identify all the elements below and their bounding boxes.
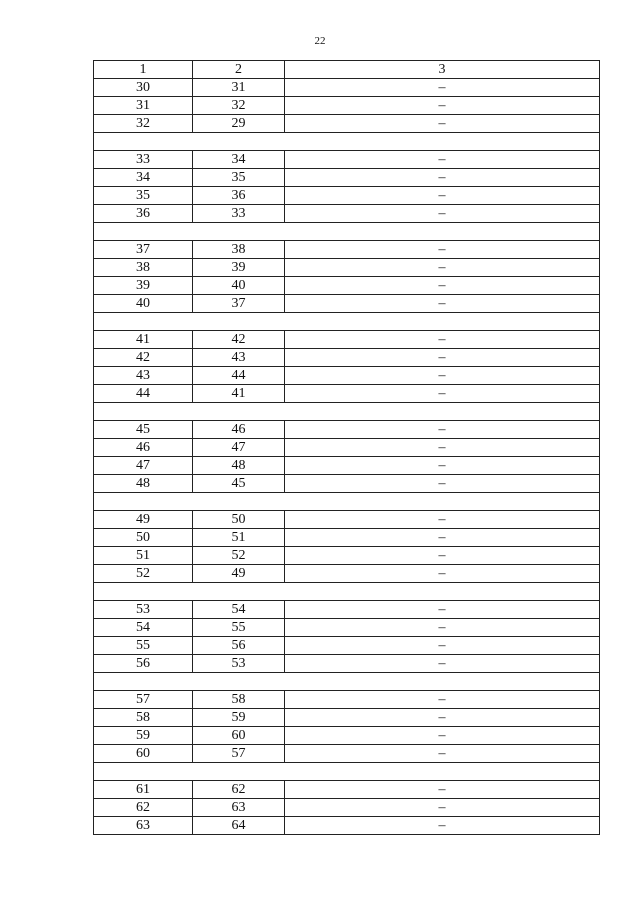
table-cell-col-1: 62: [94, 799, 193, 817]
table-row: [94, 439, 600, 457]
table-cell-col-1: 58: [94, 709, 193, 727]
group-separator-row: [94, 493, 600, 511]
table-cell-col-1: 43: [94, 367, 193, 385]
group-separator-cell: [94, 763, 600, 781]
table-cell-col-2: 36: [193, 187, 285, 205]
group-separator-cell: [94, 403, 600, 421]
table-cell-col-3: –: [285, 655, 600, 673]
table-cell-col-1: 60: [94, 745, 193, 763]
table-row: [94, 727, 600, 745]
table-cell-col-2: 48: [193, 457, 285, 475]
table-cell-col-3: –: [285, 169, 600, 187]
table-cell-col-3: –: [285, 799, 600, 817]
table-row: [94, 331, 600, 349]
table-cell-col-2: 42: [193, 331, 285, 349]
table-row: [94, 187, 600, 205]
table-row: [94, 817, 600, 835]
table-cell-col-2: 31: [193, 79, 285, 97]
group-separator-row: [94, 673, 600, 691]
table-row: [94, 655, 600, 673]
table-cell-col-3: –: [285, 367, 600, 385]
table-cell-col-1: 36: [94, 205, 193, 223]
table-cell-col-1: 32: [94, 115, 193, 133]
table-cell-col-2: 43: [193, 349, 285, 367]
table-cell-col-1: 48: [94, 475, 193, 493]
table-row: [94, 745, 600, 763]
table-cell-col-1: 61: [94, 781, 193, 799]
table-cell-col-2: 57: [193, 745, 285, 763]
table-cell-col-3: –: [285, 457, 600, 475]
table-cell-col-1: 33: [94, 151, 193, 169]
group-separator-cell: [94, 673, 600, 691]
table-cell-col-3: –: [285, 97, 600, 115]
table-cell-col-2: 32: [193, 97, 285, 115]
table-cell-col-1: 30: [94, 79, 193, 97]
table-cell-col-1: 40: [94, 295, 193, 313]
table-row: [94, 259, 600, 277]
table-cell-col-1: 38: [94, 259, 193, 277]
column-header-3: 3: [285, 61, 600, 79]
table-cell-col-1: 50: [94, 529, 193, 547]
table-row: [94, 277, 600, 295]
table-cell-col-3: –: [285, 727, 600, 745]
table-cell-col-2: 38: [193, 241, 285, 259]
table-cell-col-1: 45: [94, 421, 193, 439]
table-row: [94, 691, 600, 709]
group-separator-cell: [94, 133, 600, 151]
table-row: [94, 547, 600, 565]
table-row: [94, 475, 600, 493]
table-cell-col-3: –: [285, 241, 600, 259]
table-row: [94, 799, 600, 817]
page-number: 22: [314, 35, 326, 47]
table-cell-col-1: 42: [94, 349, 193, 367]
table-cell-col-3: –: [285, 259, 600, 277]
table-cell-col-2: 49: [193, 565, 285, 583]
table-row: [94, 241, 600, 259]
table-cell-col-1: 44: [94, 385, 193, 403]
table-cell-col-2: 39: [193, 259, 285, 277]
table-row: [94, 169, 600, 187]
data-table: [93, 60, 600, 835]
table-header-row: [94, 61, 600, 79]
table-row: [94, 115, 600, 133]
table-cell-col-1: 56: [94, 655, 193, 673]
group-separator-row: [94, 763, 600, 781]
table-cell-col-3: –: [285, 385, 600, 403]
table-cell-col-1: 63: [94, 817, 193, 835]
table-cell-col-1: 31: [94, 97, 193, 115]
table-cell-col-2: 54: [193, 601, 285, 619]
group-separator-row: [94, 133, 600, 151]
table-row: [94, 709, 600, 727]
table-cell-col-3: –: [285, 295, 600, 313]
table-cell-col-2: 63: [193, 799, 285, 817]
table-cell-col-3: –: [285, 475, 600, 493]
table-cell-col-3: –: [285, 439, 600, 457]
table-row: [94, 781, 600, 799]
table-cell-col-2: 40: [193, 277, 285, 295]
table-cell-col-3: –: [285, 79, 600, 97]
table-row: [94, 385, 600, 403]
table-row: [94, 511, 600, 529]
table-cell-col-3: –: [285, 547, 600, 565]
table-cell-col-3: –: [285, 781, 600, 799]
table-row: [94, 529, 600, 547]
table-cell-col-2: 35: [193, 169, 285, 187]
table-row: [94, 151, 600, 169]
table-cell-col-3: –: [285, 277, 600, 295]
group-separator-row: [94, 403, 600, 421]
table-cell-col-2: 45: [193, 475, 285, 493]
column-header-2: 2: [193, 61, 285, 79]
table-cell-col-2: 59: [193, 709, 285, 727]
table-row: [94, 601, 600, 619]
table-row: [94, 367, 600, 385]
table-row: [94, 637, 600, 655]
table-cell-col-1: 49: [94, 511, 193, 529]
table-cell-col-1: 46: [94, 439, 193, 457]
table-cell-col-2: 52: [193, 547, 285, 565]
table-cell-col-2: 47: [193, 439, 285, 457]
table-cell-col-1: 52: [94, 565, 193, 583]
table-cell-col-2: 44: [193, 367, 285, 385]
table-cell-col-1: 37: [94, 241, 193, 259]
table-cell-col-2: 60: [193, 727, 285, 745]
table-cell-col-1: 57: [94, 691, 193, 709]
table-row: [94, 79, 600, 97]
table-row: [94, 421, 600, 439]
table-cell-col-3: –: [285, 151, 600, 169]
table-cell-col-3: –: [285, 349, 600, 367]
table-cell-col-3: –: [285, 709, 600, 727]
table-cell-col-3: –: [285, 691, 600, 709]
table-cell-col-3: –: [285, 115, 600, 133]
table-cell-col-2: 46: [193, 421, 285, 439]
table-row: [94, 457, 600, 475]
table-row: [94, 619, 600, 637]
group-separator-cell: [94, 583, 600, 601]
table-cell-col-3: –: [285, 601, 600, 619]
table-cell-col-2: 33: [193, 205, 285, 223]
group-separator-cell: [94, 313, 600, 331]
table-cell-col-1: 41: [94, 331, 193, 349]
table-cell-col-3: –: [285, 817, 600, 835]
table-cell-col-1: 54: [94, 619, 193, 637]
table-cell-col-2: 55: [193, 619, 285, 637]
table-cell-col-2: 53: [193, 655, 285, 673]
table-cell-col-2: 50: [193, 511, 285, 529]
table-row: [94, 565, 600, 583]
group-separator-row: [94, 313, 600, 331]
table-cell-col-3: –: [285, 745, 600, 763]
group-separator-row: [94, 583, 600, 601]
table-cell-col-2: 64: [193, 817, 285, 835]
table-cell-col-2: 34: [193, 151, 285, 169]
table-cell-col-3: –: [285, 565, 600, 583]
table-cell-col-3: –: [285, 529, 600, 547]
table-cell-col-2: 29: [193, 115, 285, 133]
table-cell-col-1: 51: [94, 547, 193, 565]
table-cell-col-3: –: [285, 205, 600, 223]
table-cell-col-2: 56: [193, 637, 285, 655]
table-cell-col-2: 62: [193, 781, 285, 799]
table-cell-col-3: –: [285, 187, 600, 205]
table-cell-col-1: 55: [94, 637, 193, 655]
table-row: [94, 295, 600, 313]
table-cell-col-1: 59: [94, 727, 193, 745]
table-cell-col-1: 53: [94, 601, 193, 619]
table-cell-col-1: 35: [94, 187, 193, 205]
table-cell-col-2: 37: [193, 295, 285, 313]
table-cell-col-1: 47: [94, 457, 193, 475]
table-cell-col-1: 39: [94, 277, 193, 295]
table-cell-col-2: 41: [193, 385, 285, 403]
table-cell-col-3: –: [285, 619, 600, 637]
table-cell-col-3: –: [285, 421, 600, 439]
table-cell-col-3: –: [285, 637, 600, 655]
table-cell-col-1: 34: [94, 169, 193, 187]
table-row: [94, 97, 600, 115]
group-separator-cell: [94, 223, 600, 241]
table-cell-col-2: 51: [193, 529, 285, 547]
table-row: [94, 349, 600, 367]
table-cell-col-3: –: [285, 331, 600, 349]
group-separator-row: [94, 223, 600, 241]
group-separator-cell: [94, 493, 600, 511]
table-cell-col-3: –: [285, 511, 600, 529]
table-row: [94, 205, 600, 223]
table-body: [94, 79, 600, 835]
table-cell-col-2: 58: [193, 691, 285, 709]
column-header-1: 1: [94, 61, 193, 79]
